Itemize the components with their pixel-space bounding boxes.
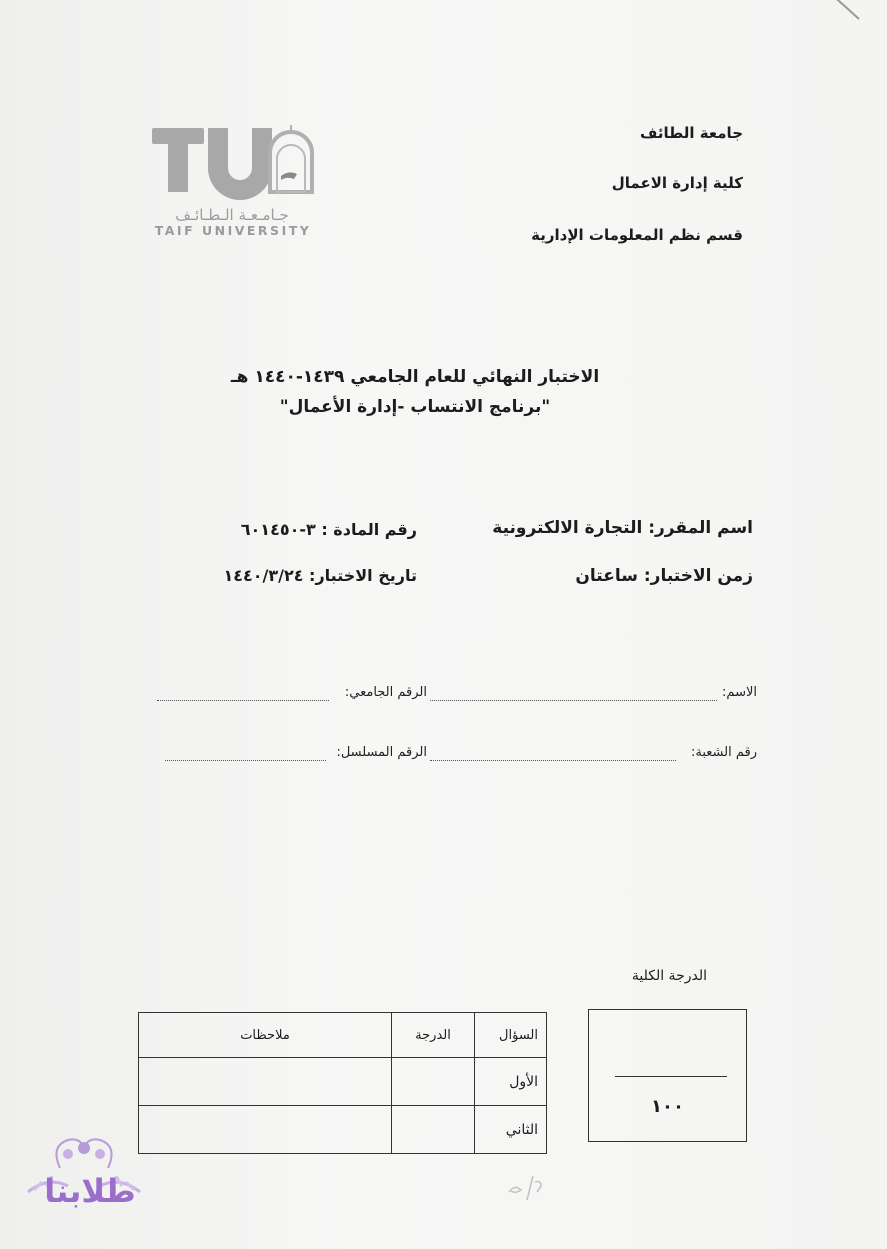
- exam-title: الاختبار النهائي للعام الجامعي ١٤٣٩-١٤٤٠ هـ: [230, 367, 600, 387]
- student-name-label: الاسم:: [722, 685, 757, 700]
- paper-fold-mark: [829, 0, 860, 20]
- serial-number-field[interactable]: [165, 760, 326, 761]
- logo-arabic-text: جـامـعـة الـطـائـف: [175, 206, 289, 224]
- total-grade-label: الدرجة الكلية: [631, 968, 707, 984]
- grade-cell[interactable]: [392, 1058, 475, 1106]
- grade-fraction-line: [615, 1076, 727, 1077]
- question-column-header: السؤال: [475, 1013, 547, 1058]
- notes-column-header: ملاحظات: [139, 1013, 392, 1058]
- logo-english-text: TAIF UNIVERSITY: [154, 223, 312, 238]
- section-number-field[interactable]: [430, 760, 676, 761]
- table-row: [139, 1106, 547, 1154]
- question-cell: الثاني: [475, 1106, 547, 1154]
- course-code: رقم المادة : ٣-٦٠١٤٥٠: [240, 520, 417, 539]
- exam-duration: زمن الاختبار: ساعتان: [575, 566, 753, 586]
- grade-column-header: الدرجة: [392, 1013, 475, 1058]
- university-name: جامعة الطائف: [639, 124, 743, 142]
- student-name-field[interactable]: [430, 700, 717, 701]
- university-id-field[interactable]: [157, 700, 329, 701]
- total-grade-value: ١٠٠: [651, 1096, 684, 1117]
- notes-cell[interactable]: [139, 1106, 392, 1154]
- university-id-label: الرقم الجامعي:: [344, 685, 427, 700]
- question-cell: الأول: [475, 1058, 547, 1106]
- course-name: اسم المقرر: التجارة الالكترونية: [492, 518, 753, 538]
- table-header-row: [139, 1013, 547, 1058]
- watermark-text: طلابنا: [44, 1172, 136, 1210]
- total-grade-box: [588, 1009, 747, 1142]
- taif-university-logo: [150, 124, 316, 242]
- tu-logo-mark-icon: [150, 124, 316, 208]
- department-name: قسم نظم المعلومات الإدارية: [531, 226, 743, 244]
- table-row: [139, 1058, 547, 1106]
- serial-number-label: الرقم المسلسل:: [336, 745, 427, 760]
- handwritten-mark-icon: [505, 1172, 545, 1204]
- notes-cell[interactable]: [139, 1058, 392, 1106]
- college-name: كلية إدارة الاعمال: [611, 174, 743, 192]
- exam-program: "برنامج الانتساب -إدارة الأعمال": [279, 397, 551, 417]
- exam-date: تاريخ الاختبار: ١٤٤٠/٣/٢٤: [223, 566, 417, 585]
- grade-cell[interactable]: [392, 1106, 475, 1154]
- question-grades-table: [138, 1012, 547, 1154]
- section-number-label: رقم الشعبة:: [691, 745, 757, 760]
